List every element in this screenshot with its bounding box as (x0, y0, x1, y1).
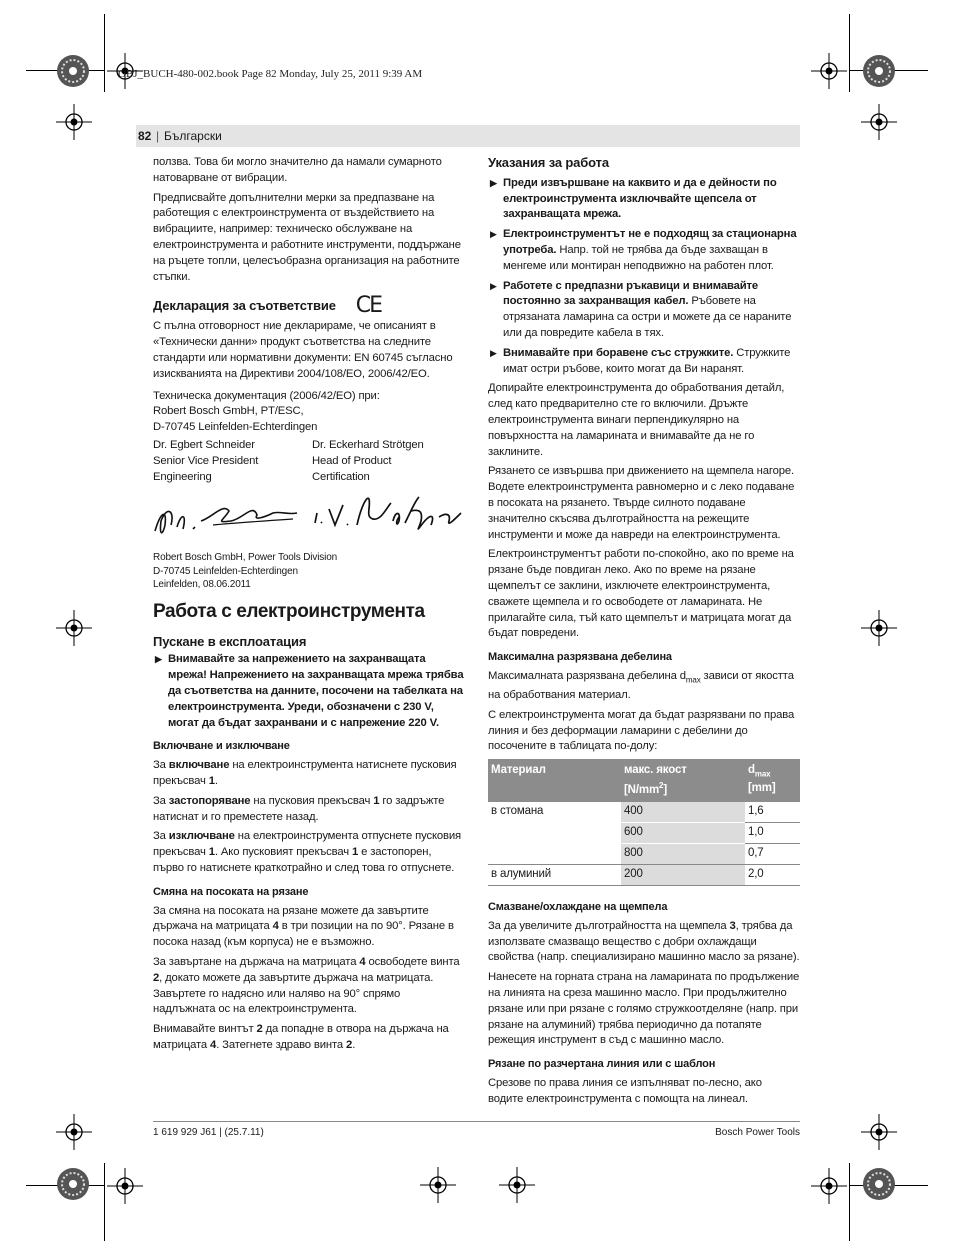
declaration-heading: Декларация за съответствие (153, 298, 336, 314)
table-header-cell: макс. якост $[N/mm^2]$ (621, 759, 745, 802)
table-header-row (488, 759, 800, 802)
techdoc-line: Техническа документация (2006/42/EO) при: (153, 389, 380, 402)
paragraph: За застопоряване на пусковия прекъсвач 1 го задръжте натиснат и го преместете назад. (153, 794, 445, 823)
signer (312, 438, 465, 485)
paragraph: Рязането се извършва при движението на щемпела нагоре. Водете електроинструмента равномерно и с леко подаване в посоката на рязането. Твърде силното подаване значително скъсява дълготрайността на режещите инструменти и може да навреди на електроинструмента. (488, 465, 795, 541)
registration-mark-icon (861, 104, 897, 140)
star-target-icon (862, 54, 896, 88)
techdoc-line: D-70745 Leinfelden-Echterdingen (153, 421, 318, 434)
signer-name: Dr. Egbert Schneider (153, 438, 255, 451)
table-cell: 2,0 (745, 864, 800, 885)
page-header (136, 125, 800, 147)
star-target-icon (56, 54, 90, 88)
table-cell: 200 (621, 864, 745, 885)
table-row (488, 802, 800, 823)
registration-mark-icon (420, 1167, 456, 1203)
subheading: Смяна на посоката на рязане (153, 885, 309, 898)
paragraph: ползва. Това би могло значително да намали сумарното натоварване от вибрации. (153, 156, 442, 184)
header-language: Български (164, 129, 222, 143)
registration-mark-icon (811, 53, 847, 89)
registration-mark-icon (811, 1168, 847, 1204)
table-header-cell: $d_{max}$ [mm] (745, 759, 800, 802)
registration-mark-icon (56, 104, 92, 140)
paragraph: За изключване на електроинструмента отпуснете пусковия прекъсвач 1. Ако пусковият прекъсвач 1 е застопорен, първо го натиснете краткотрайно и след това го отпуснете. (153, 830, 462, 874)
paragraph: За да увеличите дълготрайността на щемпела 3, трябва да използвате смазващо вещество с добри охлаждащи свойства (напр. специализирано машинно масло за рязане). (488, 919, 800, 964)
signer-name: Dr. Eckerhard Strötgen (312, 438, 424, 451)
signer-title: Certification (312, 470, 370, 483)
table-cell: 800 (621, 843, 745, 864)
company-line: D-70745 Leinfelden-Echterdingen (153, 565, 298, 577)
tip-bullet: ▶ Електроинструментът не е подходящ за стационарна употреба. Напр. той не трябва да бъде захващан в менгеме или монтиран неподвижно на работен плот. (490, 228, 797, 272)
registration-mark-icon (107, 1168, 143, 1204)
bullet-arrow-icon: ▶ (490, 280, 497, 291)
table-cell (488, 843, 621, 864)
paragraph: Предписвайте допълнителни мерки за предпазване на работещия с електроинструмента от въздействието на вибрациите, например: техническо обслужване на електроинструмента и работните инструменти, поддържане на ръцете топли, целесъобразна организация на работните стъпки. (153, 191, 461, 283)
bullet-arrow-icon: ▶ (490, 229, 497, 240)
paragraph: За смяна на посоката на рязане можете да завъртите държача на матрицата 4 в три позиции на по 90°. Рязане в посока назад (към корпуса) не е възможно. (153, 904, 454, 949)
table-cell: 1,0 (745, 822, 800, 843)
signer-title: Engineering (153, 470, 212, 483)
paragraph: За завъртане на държача на матрицата 4 освободете винта 2, докато можете да завъртите държача на матрицата. Завъртете го надясно или наляво на 90° спрямо надлъжната ос на електроинструмента. (153, 955, 460, 1016)
signer (153, 438, 312, 485)
signatures (153, 485, 465, 551)
techdoc-block (153, 389, 465, 436)
registration-mark-icon (56, 610, 92, 646)
footer-doc-number: 1 619 929 J61 | (25.7.11) (153, 1127, 264, 1138)
paragraph: Срезове по права линия се изпълняват по-лесно, ако водите електроинструмента с помощта на линеал. (488, 1076, 762, 1105)
table-row (488, 843, 800, 864)
signer-title: Senior Vice President (153, 454, 259, 467)
table-cell: 400 (621, 802, 745, 823)
company-line: Robert Bosch GmbH, Power Tools Division (153, 552, 338, 564)
table-header-cell: Материал (488, 759, 621, 802)
table-cell: 0,7 (745, 843, 800, 864)
subheading: Включване и изключване (153, 740, 290, 753)
paragraph: Максималната разрязвана дебелина $d_{max}$ зависи от якостта на обработвания материал. (488, 669, 794, 701)
table-cell (488, 822, 621, 843)
table-cell: 1,6 (745, 802, 800, 823)
section-title: Работа с електроинструмента (153, 600, 425, 622)
tip-bullet: ▶ Работете с предпазни ръкавици и внимавайте постоянно за захранващия кабел. Ръбовете на отрязаната ламарина са остри и можете да се нараните или да повредите кабела в тях. (490, 279, 792, 339)
warning-bullet (153, 652, 465, 731)
signature-image (153, 491, 303, 546)
star-target-icon (862, 1167, 896, 1201)
tips-heading: Указания за работа (488, 155, 609, 170)
registration-mark-icon (499, 1167, 535, 1203)
signers (153, 438, 465, 485)
signature-image (311, 487, 467, 542)
registration-mark-icon (861, 610, 897, 646)
right-column (488, 155, 800, 1112)
print-slug: OBJ_BUCH-480-002.book Page 82 Monday, July 25, 2011 9:39 AM (118, 68, 423, 80)
cutting-capacity-table (488, 759, 800, 886)
table-row (488, 864, 800, 885)
subheading: Смазване/охлаждане на щемпела (488, 900, 668, 913)
paragraph: Нанесете на горната страна на ламарината по продължение на линията на среза машинно масло. При продължително рязане или при рязане с голямо стружкоотделяне (напр. при рязане на алуминий) трябва периодично да потапяте режещия инструмент в съд с машинно масло. (488, 971, 800, 1047)
table-cell: 600 (621, 822, 745, 843)
registration-mark-icon (56, 1114, 92, 1150)
footer-divider (153, 1121, 800, 1122)
tip-bullet: ▶ Преди извършване на каквито и да е дейности по електроинструмента изключвайте щепсела от захранващата мрежа. (490, 176, 777, 221)
company-line: Leinfelden, 08.06.2011 (153, 579, 251, 591)
signer-title: Head of Product (312, 454, 392, 467)
tip-bullet: ▶ Внимавайте при боравене със стружките. Стружките имат остри ръбове, които могат да Ви наранят. (490, 346, 791, 375)
paragraph: Електроинструментът работи по-спокойно, ако по време на рязане бъде повдиган леко. Ако по време на рязане щемпелът се заклини, изключете електроинструмента, сважете щемпела и го освободете от ламарината. Не прилагайте сила, тъй като щемпелът и матрицата могат да бъдат повредени. (488, 548, 794, 640)
table-cell: в алуминий (488, 864, 621, 885)
company-block (153, 551, 465, 592)
subheading: Максимална разрязвана дебелина (488, 651, 672, 664)
left-column (153, 155, 465, 1058)
techdoc-line: Robert Bosch GmbH, PT/ESC, (153, 405, 304, 418)
ce-mark-icon: CE (355, 293, 382, 319)
startup-heading: Пускане в експлоатация (153, 633, 307, 649)
page-number: 82 (138, 129, 152, 143)
declaration-text: С пълна отговорност ние декларираме, че описаният в «Технически данни» продукт съответства на следните стандарти или нормативни документи: EN 60745 съгласно изискванията на Директиви 2004/108/EO, 2006/42/EO. (153, 320, 453, 380)
star-target-icon (56, 1167, 90, 1201)
table-cell: в стомана (491, 805, 544, 818)
subheading: Рязане по разчертана линия или с шаблон (488, 1058, 716, 1071)
bullet-text: Внимавайте за напрежението на захранващата мрежа! Напрежението на захранващата мрежа трябва да съответства на данните, посочени на табелката на електроинструмента. Уреди, обозначени с 230 V, могат да бъдат захранвани и с напрежение 220 V. (168, 653, 464, 729)
paragraph: С електроинструмента могат да бъдат разрязвани по права линия и без деформации ламарини с дебелини до посочените в таблицата по-долу: (488, 708, 795, 753)
bullet-arrow-icon: ▶ (490, 347, 497, 358)
paragraph: Допирайте електроинструмента до обработвания детайл, след като предварително сте го включили. Дръжте електроинструмента винаги перпендикулярно на повърхността на ламарината и внимавайте да не го заклините. (488, 382, 785, 458)
paragraph: За включване на електроинструмента натиснете пусковия прекъсвач 1. (153, 759, 457, 788)
footer-brand: Bosch Power Tools (715, 1127, 800, 1138)
table-row (488, 822, 800, 843)
bullet-arrow-icon: ▶ (490, 177, 497, 188)
header-separator: | (156, 129, 160, 143)
paragraph: Внимавайте винтът 2 да попадне в отвора на държача на матрицата 4. Затегнете здраво винта 2. (153, 1023, 449, 1051)
bullet-arrow-icon: ▶ (155, 654, 162, 665)
registration-mark-icon (861, 1114, 897, 1150)
